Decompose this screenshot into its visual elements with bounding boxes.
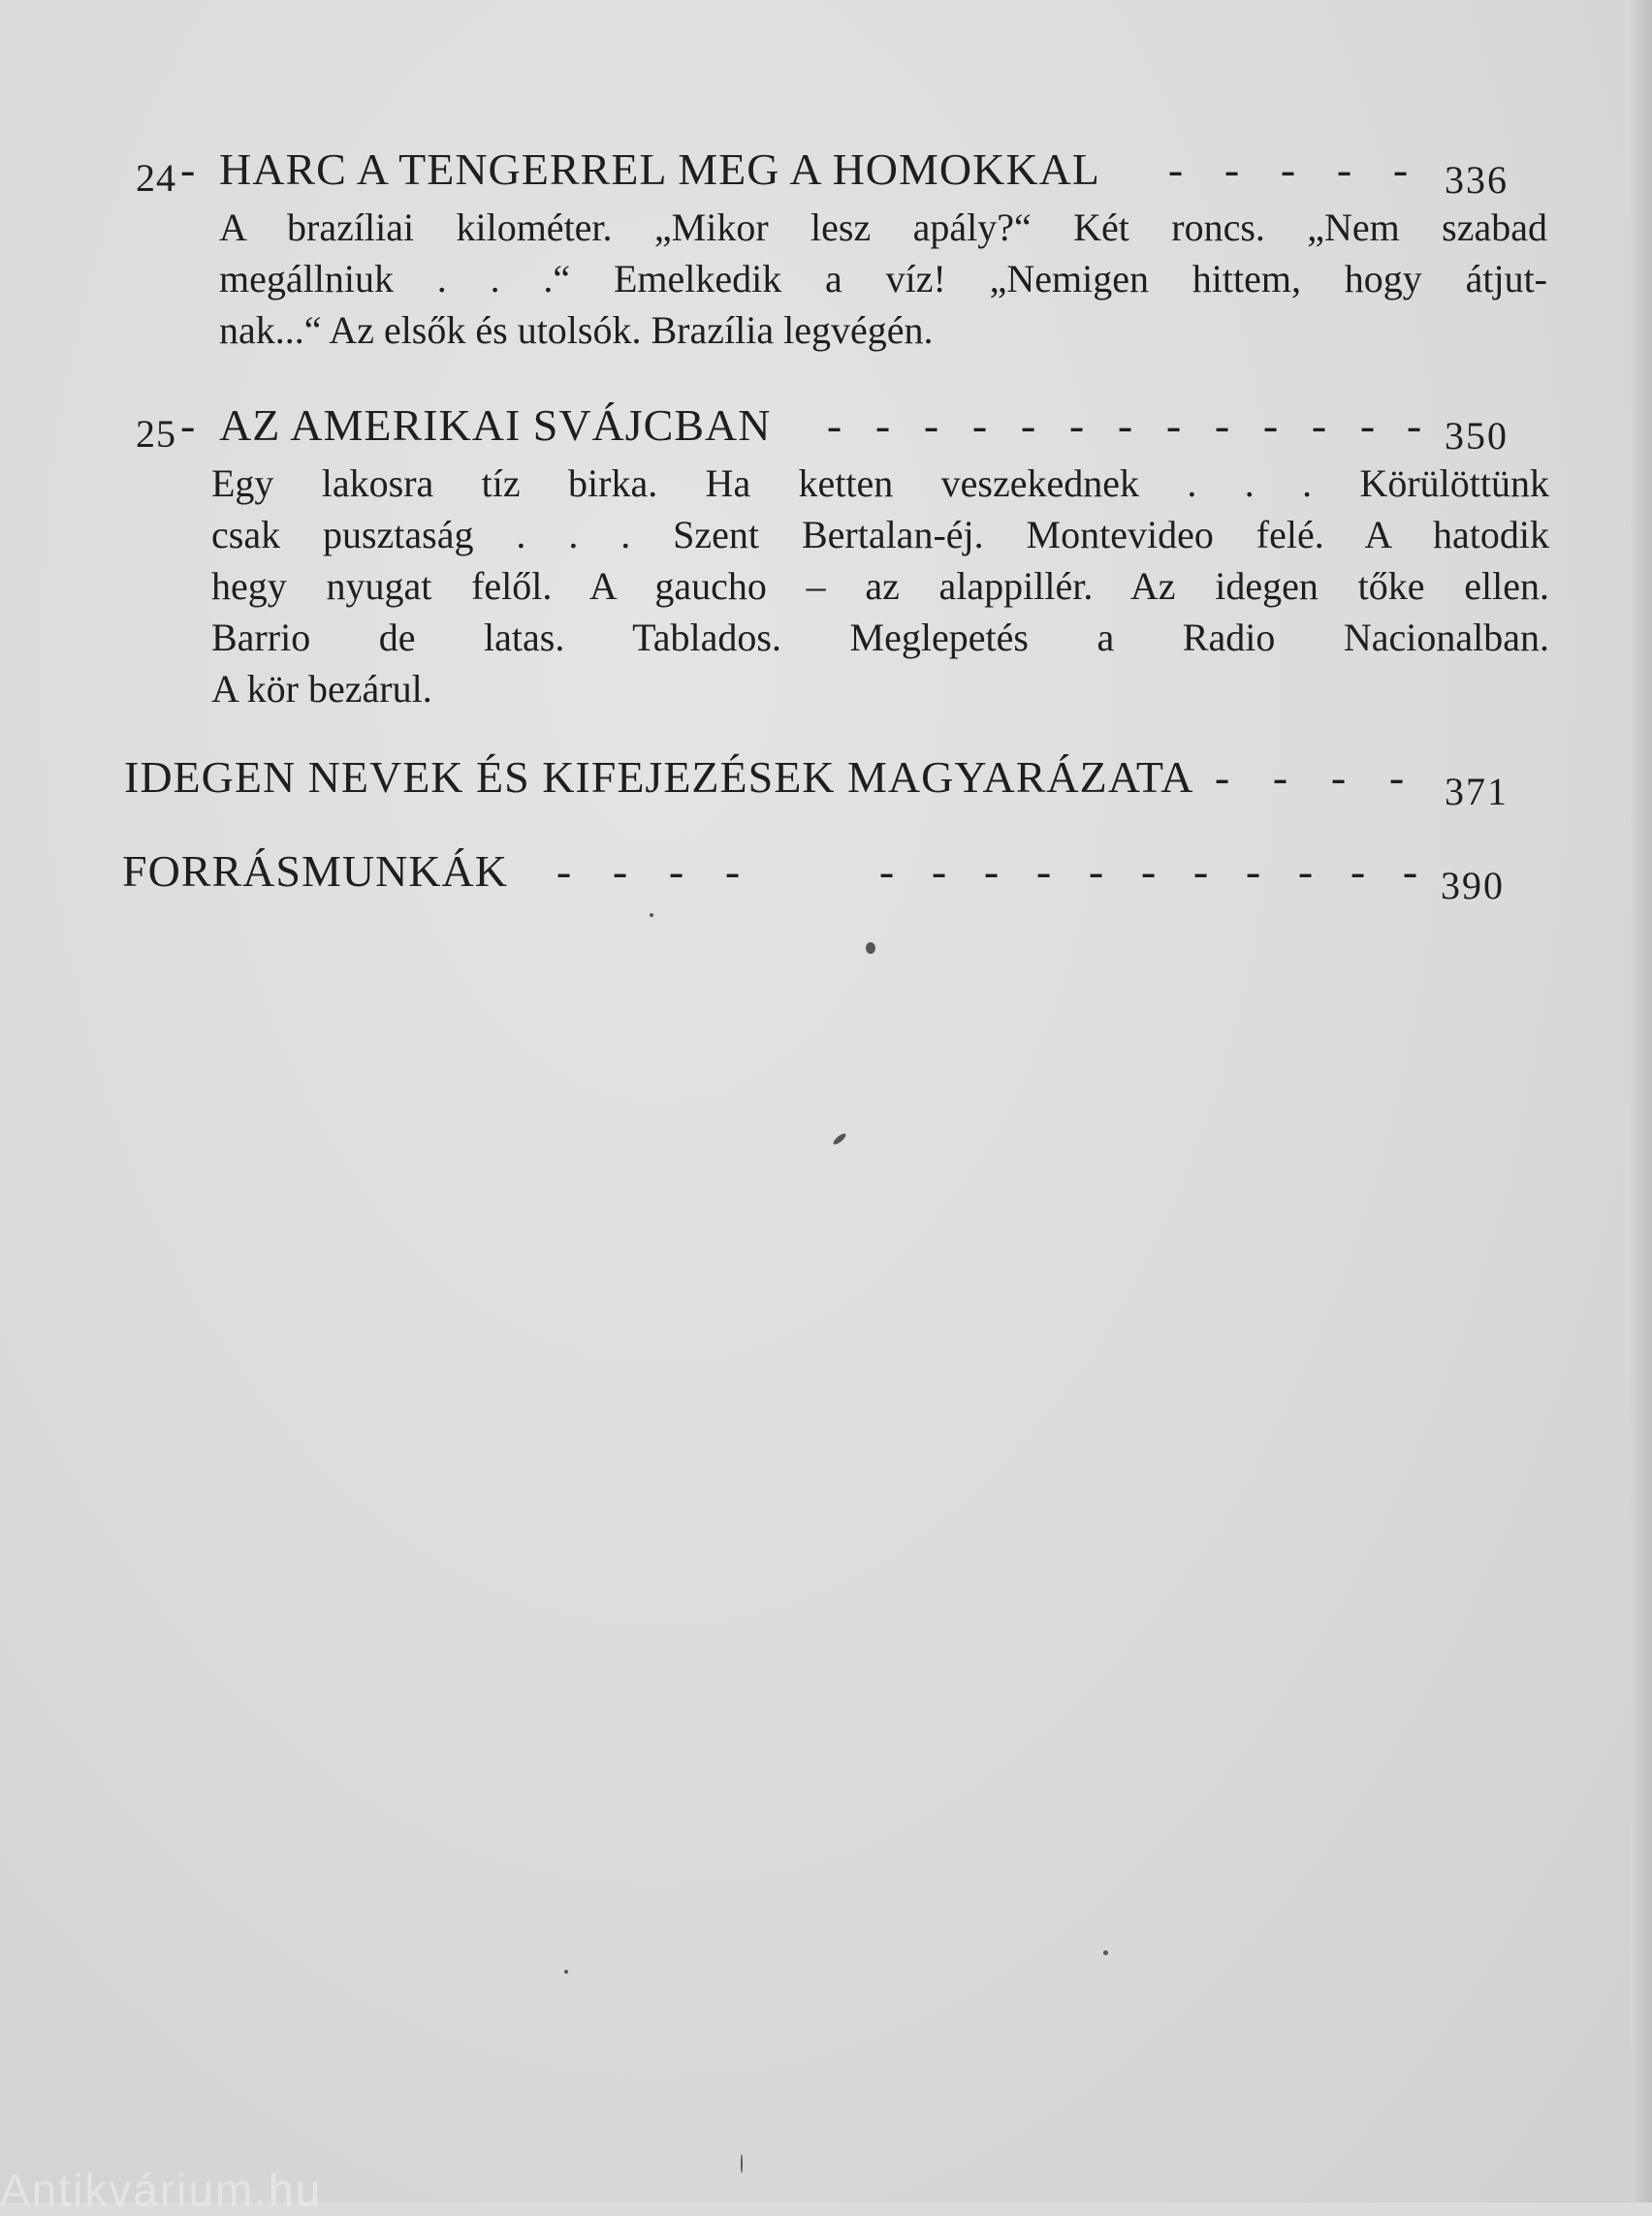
watermark-text: Antikvárium.hu bbox=[0, 2165, 323, 2215]
leader-dash: - bbox=[826, 400, 843, 450]
leader-dash: - bbox=[1297, 846, 1315, 896]
toc-section-glossary bbox=[124, 751, 1510, 819]
paper-speck bbox=[564, 1970, 568, 1974]
leader-dash: - bbox=[1035, 846, 1053, 896]
leader-dash: - bbox=[874, 400, 892, 450]
leader-dash: - bbox=[556, 846, 573, 896]
leader-dash: - bbox=[1262, 400, 1280, 450]
summary-line: nak...“ Az elsők és utolsók. Brazília legvégén. bbox=[219, 308, 934, 352]
leader-dash: - bbox=[1165, 400, 1183, 450]
leader-dash: - bbox=[1245, 846, 1262, 896]
leader-dash: - bbox=[1223, 144, 1241, 194]
page-number: 390 bbox=[1441, 864, 1505, 907]
leader-dash: - bbox=[1272, 752, 1289, 802]
leader-dash: - bbox=[1392, 144, 1410, 194]
leader-dash: - bbox=[1406, 400, 1423, 450]
toc-heading-row bbox=[122, 845, 1509, 913]
leader-dash: - bbox=[1214, 400, 1231, 450]
leader-dash: - bbox=[724, 846, 742, 896]
chapter-summary bbox=[219, 202, 1547, 356]
page-number: 350 bbox=[1445, 414, 1509, 458]
leader-dash: - bbox=[931, 846, 948, 896]
leader-dash: - bbox=[1402, 846, 1419, 896]
toc-heading-row bbox=[124, 751, 1510, 819]
leader-dash: - bbox=[878, 846, 896, 896]
leader-dash: - bbox=[1388, 752, 1406, 802]
summary-line: A brazíliai kilométer. „Mikor lesz apály?“ Két roncs. „Nem szabad bbox=[219, 206, 1547, 249]
chapter-summary bbox=[211, 458, 1549, 714]
leader-dash: - bbox=[1117, 400, 1134, 450]
paper-speck bbox=[1103, 1950, 1108, 1955]
leader-dash: - bbox=[1336, 144, 1353, 194]
toc-entry-24 bbox=[126, 143, 1547, 352]
page-edge bbox=[1631, 0, 1652, 2202]
leader-dash: - bbox=[923, 400, 940, 450]
paper-speck bbox=[650, 913, 653, 917]
paper-speck bbox=[832, 1132, 847, 1147]
leader-dash: - bbox=[1350, 846, 1367, 896]
summary-line: hegy nyugat felől. A gaucho – az alappillér. Az idegen tőke ellen. bbox=[211, 564, 1549, 608]
section-title: FORRÁSMUNKÁK bbox=[122, 846, 508, 896]
leader-dash: - bbox=[612, 846, 629, 896]
summary-line: A kör bezárul. bbox=[211, 667, 432, 711]
summary-line: Barrio de latas. Tablados. Meglepetés a Radio Nacionalban. bbox=[211, 616, 1549, 659]
leader-dash: - bbox=[1214, 752, 1231, 802]
leader-dash: - bbox=[983, 846, 1001, 896]
leader-dash: - bbox=[1280, 144, 1297, 194]
leader-dash: - bbox=[1020, 400, 1037, 450]
summary-line: csak pusztaság . . . Szent Bertalan-éj. Montevideo felé. A hatodik bbox=[211, 513, 1549, 556]
chapter-title: AZ AMERIKAI SVÁJCBAN bbox=[219, 400, 772, 450]
leader-dash: - bbox=[1192, 846, 1210, 896]
leader-dash: - bbox=[1068, 400, 1086, 450]
chapter-number: 25 bbox=[136, 412, 176, 456]
leader-dash: - bbox=[180, 400, 197, 450]
leader-dash: - bbox=[668, 846, 685, 896]
page-number: 336 bbox=[1445, 158, 1509, 202]
leader-dash: - bbox=[1140, 846, 1158, 896]
summary-line: Egy lakosra tíz birka. Ha ketten veszekednek . . . Körülöttünk bbox=[211, 461, 1549, 505]
leader-dash: - bbox=[971, 400, 989, 450]
summary-line: megállniuk . . .“ Emelkedik a víz! „Nemigen hittem, hogy átjut- bbox=[219, 257, 1547, 301]
paper-speck bbox=[866, 942, 875, 954]
section-title: IDEGEN NEVEK ÉS KIFEJEZÉSEK MAGYARÁZATA bbox=[124, 752, 1194, 802]
paper-speck bbox=[741, 2154, 743, 2173]
chapter-number: 24 bbox=[136, 156, 176, 200]
page-number: 371 bbox=[1445, 770, 1509, 813]
toc-entry-25 bbox=[126, 399, 1549, 711]
leader-dash: - bbox=[1167, 144, 1185, 194]
leader-dash: - bbox=[1088, 846, 1105, 896]
leader-dash: - bbox=[1311, 400, 1328, 450]
leader-dash: - bbox=[1359, 400, 1377, 450]
toc-section-sources bbox=[122, 845, 1509, 913]
chapter-title: HARC A TENGERREL MEG A HOMOKKAL bbox=[219, 144, 1100, 194]
leader-dash: - bbox=[180, 144, 197, 194]
leader-dash: - bbox=[1330, 752, 1348, 802]
